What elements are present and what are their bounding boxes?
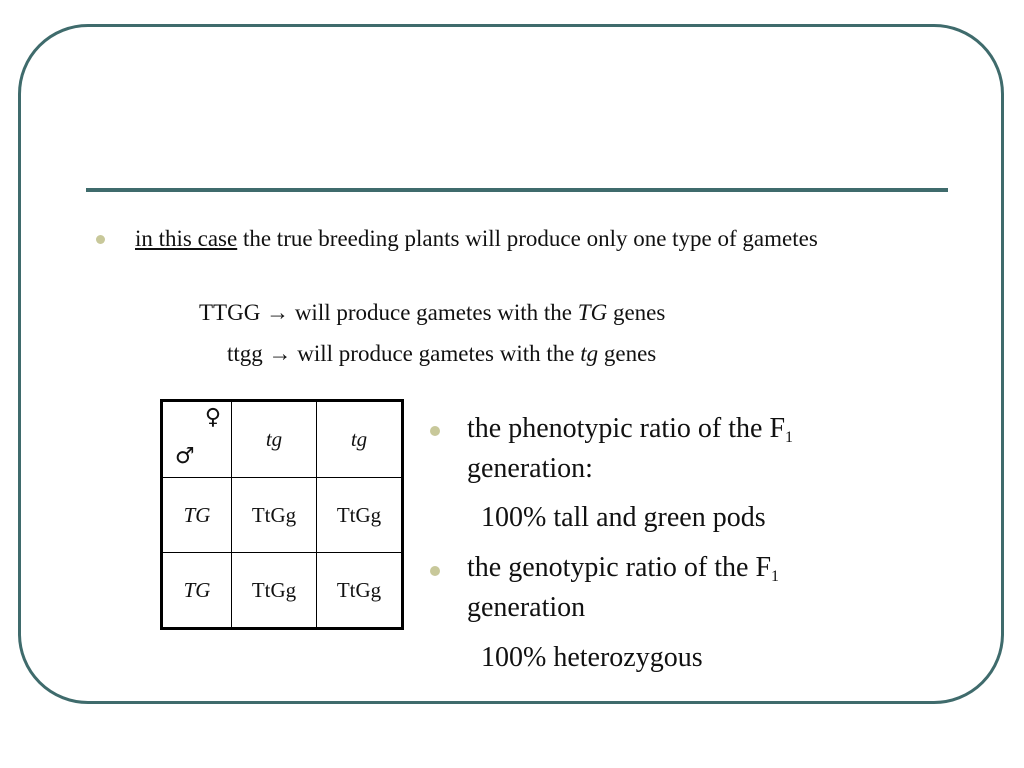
intro-emphasis: in this case [135, 226, 238, 251]
phenotypic-ratio-text: the phenotypic ratio of the F [467, 413, 786, 444]
bullet-dot [430, 426, 440, 436]
punnett-cell: TtGg [317, 553, 403, 629]
phenotypic-ratio-heading [467, 411, 793, 447]
column-header: tg [317, 401, 403, 478]
phenotypic-ratio-value: 100% tall and green pods [481, 502, 766, 533]
row-header: TG [162, 553, 232, 629]
gamete-line-recessive [227, 339, 656, 369]
punnett-corner [162, 401, 232, 478]
gamete-line-suffix: genes [598, 341, 657, 366]
intro-paragraph [135, 222, 915, 255]
title-divider [86, 188, 948, 192]
genotypic-ratio-line2: generation [467, 592, 586, 623]
gamete-line-text: ttgg → will produce gametes with the [227, 341, 581, 366]
genotypic-ratio-text: the genotypic ratio of the F [467, 552, 772, 583]
punnett-cell: TtGg [232, 478, 317, 553]
bullet-dot [96, 235, 105, 244]
punnett-square [160, 399, 404, 630]
gamete-line-dominant [199, 298, 665, 328]
male-symbol-icon: ♂ [175, 444, 195, 469]
female-symbol-icon: ♀ [204, 405, 221, 430]
generation-subscript: 1 [785, 429, 794, 446]
gamete-genes: tg [580, 341, 599, 366]
phenotypic-ratio-line2: generation: [467, 453, 593, 484]
row-header: TG [162, 478, 232, 553]
intro-text: the true breeding plants will produce only one type of gametes [237, 226, 818, 251]
genotypic-ratio-heading [467, 550, 779, 586]
gamete-genes: TG [577, 300, 608, 325]
column-header: tg [232, 401, 317, 478]
punnett-cell: TtGg [317, 478, 403, 553]
punnett-cell: TtGg [232, 553, 317, 629]
gamete-line-suffix: genes [607, 300, 666, 325]
genotypic-ratio-value: 100% heterozygous [481, 642, 703, 673]
generation-subscript: 1 [771, 568, 780, 585]
bullet-dot [430, 566, 440, 576]
gamete-line-text: TTGG → will produce gametes with the [199, 300, 578, 325]
